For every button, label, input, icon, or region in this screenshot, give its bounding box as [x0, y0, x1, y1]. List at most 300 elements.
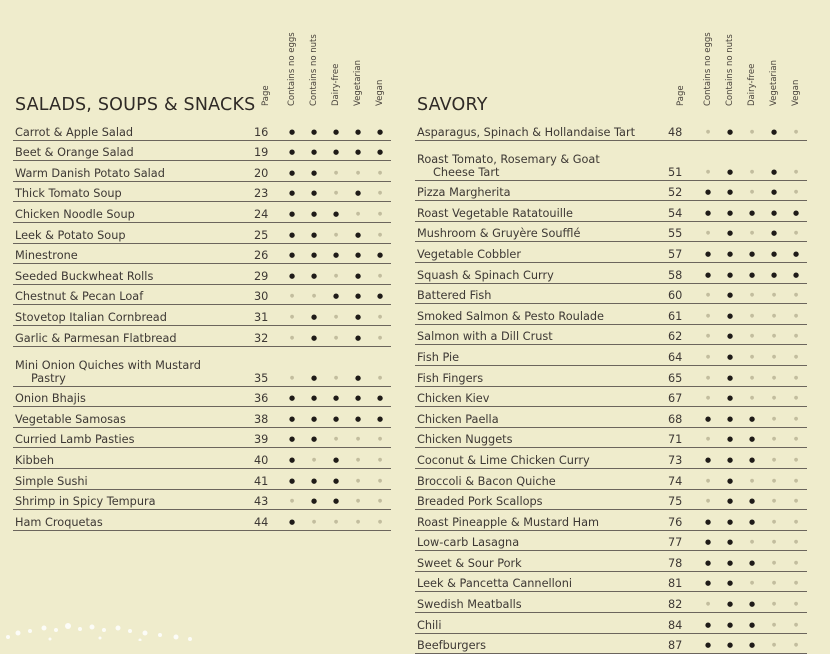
- recipe-name-line: Low-carb Lasagna: [417, 536, 520, 550]
- dot-filled-icon: ●: [303, 243, 325, 264]
- dot-filled-icon: ●: [719, 448, 741, 469]
- dot-faint-icon: ●: [281, 325, 303, 346]
- recipe-name: [13, 448, 251, 469]
- dot-filled-icon: ●: [785, 201, 807, 222]
- recipe-name: [415, 304, 665, 325]
- table-row: [13, 243, 391, 264]
- recipe-name-line: Shrimp in Spicy Tempura: [15, 495, 156, 509]
- recipe-name: [415, 633, 665, 654]
- dot-faint-icon: ●: [785, 633, 807, 654]
- dot-faint-icon: ●: [741, 571, 763, 592]
- table-row: [415, 120, 807, 140]
- table-row: [415, 283, 807, 304]
- dot-faint-icon: ●: [741, 530, 763, 551]
- dot-filled-icon: ●: [281, 407, 303, 428]
- dot-faint-icon: ●: [697, 283, 719, 304]
- recipe-name: [415, 345, 665, 366]
- page-number: 54: [665, 201, 697, 222]
- recipe-name: [415, 221, 665, 242]
- dot-filled-icon: ●: [325, 448, 347, 469]
- dot-filled-icon: ●: [785, 242, 807, 263]
- dot-filled-icon: ●: [369, 284, 391, 305]
- recipe-name-line: Vegetable Samosas: [15, 412, 126, 426]
- dot-faint-icon: ●: [785, 468, 807, 489]
- recipe-name: [13, 407, 251, 428]
- dot-filled-icon: ●: [741, 407, 763, 428]
- page-number: 75: [665, 489, 697, 510]
- column-header-contains-no-eggs: [281, 6, 303, 116]
- recipe-name: [13, 222, 251, 243]
- column-header-vegan: [369, 6, 391, 116]
- recipe-name: [13, 284, 251, 305]
- dot-filled-icon: ●: [303, 264, 325, 285]
- dot-filled-icon: ●: [741, 613, 763, 634]
- recipe-name: [13, 386, 251, 407]
- dot-filled-icon: ●: [347, 346, 369, 386]
- page-number: 64: [665, 345, 697, 366]
- recipe-name-line: Battered Fish: [417, 289, 492, 303]
- dot-faint-icon: ●: [347, 202, 369, 223]
- dot-filled-icon: ●: [697, 262, 719, 283]
- dot-filled-icon: ●: [281, 181, 303, 202]
- table-row: [13, 468, 391, 489]
- dot-faint-icon: ●: [697, 140, 719, 180]
- dot-filled-icon: ●: [741, 592, 763, 613]
- dot-faint-icon: ●: [763, 345, 785, 366]
- recipe-name: [415, 510, 665, 531]
- dot-filled-icon: ●: [741, 448, 763, 469]
- dot-faint-icon: ●: [785, 510, 807, 531]
- dot-faint-icon: ●: [369, 448, 391, 469]
- dot-filled-icon: ●: [303, 161, 325, 182]
- recipe-name-line: Mushroom & Gruyère Soufflé: [417, 227, 581, 241]
- dot-filled-icon: ●: [785, 262, 807, 283]
- page-number: 29: [251, 264, 281, 285]
- dot-faint-icon: ●: [325, 222, 347, 243]
- table-row: [415, 201, 807, 222]
- dot-filled-icon: ●: [719, 283, 741, 304]
- column-header-dairy-free: [741, 6, 763, 116]
- dot-filled-icon: ●: [281, 448, 303, 469]
- recipe-name-line: Beefburgers: [417, 639, 487, 653]
- dot-filled-icon: ●: [303, 222, 325, 243]
- dot-filled-icon: ●: [281, 386, 303, 407]
- dot-faint-icon: ●: [741, 324, 763, 345]
- dot-faint-icon: ●: [763, 448, 785, 469]
- dot-faint-icon: ●: [281, 305, 303, 326]
- page-number: 77: [665, 530, 697, 551]
- table-row: [13, 386, 391, 407]
- dot-filled-icon: ●: [325, 284, 347, 305]
- recipe-name: [415, 468, 665, 489]
- table-row: [415, 262, 807, 283]
- recipe-name: [415, 180, 665, 201]
- dot-filled-icon: ●: [719, 530, 741, 551]
- dot-filled-icon: ●: [719, 489, 741, 510]
- recipe-name: [415, 120, 665, 140]
- dot-faint-icon: ●: [697, 386, 719, 407]
- dot-faint-icon: ●: [785, 448, 807, 469]
- dot-faint-icon: ●: [347, 448, 369, 469]
- dot-filled-icon: ●: [369, 243, 391, 264]
- dot-filled-icon: ●: [719, 304, 741, 325]
- decorative-dots: [0, 611, 200, 641]
- dot-filled-icon: ●: [303, 427, 325, 448]
- dot-filled-icon: ●: [741, 427, 763, 448]
- dot-filled-icon: ●: [719, 592, 741, 613]
- dot-filled-icon: ●: [325, 468, 347, 489]
- dot-filled-icon: ●: [719, 324, 741, 345]
- dot-filled-icon: ●: [281, 243, 303, 264]
- dot-filled-icon: ●: [741, 510, 763, 531]
- dot-faint-icon: ●: [369, 489, 391, 510]
- page-number: 58: [665, 262, 697, 283]
- dot-faint-icon: ●: [785, 221, 807, 242]
- dot-faint-icon: ●: [741, 221, 763, 242]
- recipe-name-line: Vegetable Cobbler: [417, 247, 521, 261]
- recipe-name: [415, 201, 665, 222]
- recipe-name: [415, 530, 665, 551]
- page-number: 51: [665, 140, 697, 180]
- dot-filled-icon: ●: [763, 180, 785, 201]
- dot-faint-icon: ●: [697, 365, 719, 386]
- table-row: [415, 221, 807, 242]
- dot-filled-icon: ●: [347, 305, 369, 326]
- dot-filled-icon: ●: [741, 489, 763, 510]
- dot-filled-icon: ●: [719, 180, 741, 201]
- recipe-name-line: Carrot & Apple Salad: [15, 125, 134, 139]
- page-number: 67: [665, 386, 697, 407]
- recipe-name-line: Ham Croquetas: [15, 515, 103, 529]
- dot-faint-icon: ●: [785, 407, 807, 428]
- recipe-name-line: Cheese Tart: [433, 165, 500, 179]
- dot-faint-icon: ●: [763, 468, 785, 489]
- recipe-name-line: Chestnut & Pecan Loaf: [15, 290, 144, 304]
- dot-filled-icon: ●: [719, 201, 741, 222]
- recipe-name: [415, 613, 665, 634]
- recipe-table: [415, 120, 807, 654]
- dot-filled-icon: ●: [347, 325, 369, 346]
- dot-filled-icon: ●: [741, 262, 763, 283]
- dot-filled-icon: ●: [719, 551, 741, 572]
- dot-faint-icon: ●: [325, 305, 347, 326]
- recipe-name-line: Stovetop Italian Cornbread: [15, 310, 167, 324]
- dot-filled-icon: ●: [697, 407, 719, 428]
- table-row: [415, 468, 807, 489]
- recipe-name-line: Broccoli & Bacon Quiche: [417, 474, 556, 488]
- recipe-name-line: Chicken Noodle Soup: [15, 207, 135, 221]
- dot-faint-icon: ●: [763, 551, 785, 572]
- dot-faint-icon: ●: [785, 283, 807, 304]
- recipe-name-line: Squash & Spinach Curry: [417, 268, 554, 282]
- recipe-name-line: Chicken Nuggets: [417, 433, 513, 447]
- page-number: 62: [665, 324, 697, 345]
- dot-faint-icon: ●: [763, 510, 785, 531]
- dot-filled-icon: ●: [303, 407, 325, 428]
- page-number: 43: [251, 489, 281, 510]
- dot-filled-icon: ●: [281, 222, 303, 243]
- dot-faint-icon: ●: [325, 510, 347, 531]
- column-header-label: Contains no nuts: [309, 34, 319, 106]
- dot-filled-icon: ●: [325, 407, 347, 428]
- table-row: [13, 305, 391, 326]
- dot-filled-icon: ●: [325, 120, 347, 140]
- recipe-name-line: Chicken Paella: [417, 412, 499, 426]
- column-header-label: Contains no eggs: [287, 32, 297, 106]
- column-header-contains-no-nuts: [303, 6, 325, 116]
- recipe-name-line: Roast Vegetable Ratatouille: [417, 206, 573, 220]
- dot-filled-icon: ●: [697, 510, 719, 531]
- page-number: 74: [665, 468, 697, 489]
- column-header-label: Vegan: [375, 79, 385, 106]
- recipe-name-line: Roast Tomato, Rosemary & Goat: [417, 152, 600, 166]
- dot-faint-icon: ●: [303, 510, 325, 531]
- page-number: 48: [665, 120, 697, 140]
- recipe-name: [13, 325, 251, 346]
- column-header-vegan: [785, 6, 807, 116]
- dot-filled-icon: ●: [303, 325, 325, 346]
- recipe-name: [13, 243, 251, 264]
- dot-filled-icon: ●: [697, 180, 719, 201]
- column-header-dairy-free: [325, 6, 347, 116]
- dot-filled-icon: ●: [369, 407, 391, 428]
- dot-faint-icon: ●: [785, 489, 807, 510]
- page-number: 55: [665, 221, 697, 242]
- dot-filled-icon: ●: [303, 181, 325, 202]
- dot-filled-icon: ●: [303, 386, 325, 407]
- dot-faint-icon: ●: [325, 427, 347, 448]
- dot-faint-icon: ●: [347, 427, 369, 448]
- dot-filled-icon: ●: [763, 120, 785, 140]
- dot-filled-icon: ●: [347, 120, 369, 140]
- recipe-name: [13, 120, 251, 140]
- column-header-label: Page: [676, 85, 686, 106]
- table-row: [415, 345, 807, 366]
- column-header-label: Vegetarian: [769, 59, 779, 106]
- recipe-name: [13, 510, 251, 531]
- page-number: 78: [665, 551, 697, 572]
- table-row: [13, 264, 391, 285]
- recipe-name-line: Coconut & Lime Chicken Curry: [417, 453, 590, 467]
- dot-faint-icon: ●: [763, 592, 785, 613]
- recipe-name-line: Mini Onion Quiches with Mustard: [15, 358, 201, 372]
- table-row: [415, 324, 807, 345]
- dot-filled-icon: ●: [347, 140, 369, 161]
- dot-faint-icon: ●: [785, 140, 807, 180]
- dot-filled-icon: ●: [763, 262, 785, 283]
- dot-filled-icon: ●: [763, 221, 785, 242]
- dot-filled-icon: ●: [719, 345, 741, 366]
- dot-faint-icon: ●: [347, 510, 369, 531]
- column-header-label: Vegan: [791, 79, 801, 106]
- dot-filled-icon: ●: [719, 633, 741, 654]
- dot-faint-icon: ●: [697, 324, 719, 345]
- table-row: [13, 448, 391, 469]
- dot-faint-icon: ●: [741, 386, 763, 407]
- recipe-name: [415, 448, 665, 469]
- recipe-name-line: Breaded Pork Scallops: [417, 495, 543, 509]
- table-row: [13, 427, 391, 448]
- recipe-name: [13, 346, 251, 386]
- dot-faint-icon: ●: [763, 571, 785, 592]
- dot-faint-icon: ●: [741, 345, 763, 366]
- recipe-name-line: Warm Danish Potato Salad: [15, 166, 165, 180]
- dot-faint-icon: ●: [763, 530, 785, 551]
- section-title: SALADS, SOUPS & SNACKS: [15, 95, 256, 115]
- table-row: [13, 202, 391, 223]
- dot-faint-icon: ●: [785, 386, 807, 407]
- dot-faint-icon: ●: [741, 140, 763, 180]
- dot-filled-icon: ●: [719, 242, 741, 263]
- table-row: [415, 304, 807, 325]
- dot-faint-icon: ●: [785, 365, 807, 386]
- column-header-label: Dairy-free: [331, 63, 341, 106]
- dot-filled-icon: ●: [697, 448, 719, 469]
- recipe-name-line: Pizza Margherita: [417, 186, 511, 200]
- table-row: [13, 489, 391, 510]
- page-number: 87: [665, 633, 697, 654]
- dot-filled-icon: ●: [697, 551, 719, 572]
- page-number: 41: [251, 468, 281, 489]
- dot-filled-icon: ●: [719, 120, 741, 140]
- dot-faint-icon: ●: [763, 489, 785, 510]
- page-number: 31: [251, 305, 281, 326]
- dot-filled-icon: ●: [719, 365, 741, 386]
- page-number: 30: [251, 284, 281, 305]
- column-header-contains-no-eggs: [697, 6, 719, 116]
- dot-faint-icon: ●: [369, 264, 391, 285]
- recipe-name: [13, 489, 251, 510]
- dot-filled-icon: ●: [697, 613, 719, 634]
- table-row: [415, 242, 807, 263]
- dot-faint-icon: ●: [785, 613, 807, 634]
- column-header-label: Page: [261, 85, 271, 106]
- dot-filled-icon: ●: [369, 140, 391, 161]
- dot-filled-icon: ●: [719, 221, 741, 242]
- page-number: 38: [251, 407, 281, 428]
- page-number: 71: [665, 427, 697, 448]
- recipe-name-line: Chicken Kiev: [417, 392, 490, 406]
- recipe-name-line: Seeded Buckwheat Rolls: [15, 269, 154, 283]
- dot-filled-icon: ●: [741, 551, 763, 572]
- dot-filled-icon: ●: [325, 386, 347, 407]
- column-header-page: [251, 6, 281, 116]
- dot-filled-icon: ●: [719, 510, 741, 531]
- dot-faint-icon: ●: [785, 180, 807, 201]
- dot-faint-icon: ●: [369, 325, 391, 346]
- dot-filled-icon: ●: [347, 407, 369, 428]
- dot-faint-icon: ●: [369, 305, 391, 326]
- table-row: [13, 510, 391, 531]
- recipe-name-line: Garlic & Parmesan Flatbread: [15, 331, 177, 345]
- page-number: 81: [665, 571, 697, 592]
- dot-faint-icon: ●: [785, 530, 807, 551]
- recipe-name-line: Leek & Potato Soup: [15, 228, 126, 242]
- dot-faint-icon: ●: [741, 180, 763, 201]
- table-row: [415, 633, 807, 654]
- column-header-label: Dairy-free: [747, 63, 757, 106]
- dot-filled-icon: ●: [697, 201, 719, 222]
- page-number: 36: [251, 386, 281, 407]
- dot-faint-icon: ●: [785, 571, 807, 592]
- page-number: 39: [251, 427, 281, 448]
- dot-filled-icon: ●: [697, 571, 719, 592]
- recipe-name: [415, 140, 665, 180]
- recipe-name-line: Roast Pineapple & Mustard Ham: [417, 515, 600, 529]
- page-number: 23: [251, 181, 281, 202]
- dot-faint-icon: ●: [281, 489, 303, 510]
- dot-filled-icon: ●: [697, 242, 719, 263]
- recipe-name: [13, 305, 251, 326]
- table-row: [415, 180, 807, 201]
- dot-filled-icon: ●: [303, 140, 325, 161]
- page-number: 40: [251, 448, 281, 469]
- recipe-name-line: Chili: [417, 618, 442, 632]
- recipe-name: [13, 161, 251, 182]
- recipe-name: [415, 407, 665, 428]
- dot-faint-icon: ●: [785, 427, 807, 448]
- section-title: SAVORY: [417, 95, 488, 115]
- column-header-label: Contains no eggs: [703, 32, 713, 106]
- dot-filled-icon: ●: [347, 264, 369, 285]
- dot-faint-icon: ●: [763, 324, 785, 345]
- dot-faint-icon: ●: [763, 304, 785, 325]
- column-header-label: Contains no nuts: [725, 34, 735, 106]
- table-row: [13, 407, 391, 428]
- recipe-table: [13, 120, 391, 531]
- dot-faint-icon: ●: [369, 510, 391, 531]
- recipe-name: [415, 365, 665, 386]
- dot-faint-icon: ●: [697, 468, 719, 489]
- dot-filled-icon: ●: [303, 489, 325, 510]
- dot-filled-icon: ●: [763, 201, 785, 222]
- section-header: [415, 0, 810, 120]
- page-number: 35: [251, 346, 281, 386]
- table-row: [13, 140, 391, 161]
- recipe-name-line: Kibbeh: [15, 453, 54, 467]
- dot-filled-icon: ●: [741, 633, 763, 654]
- dot-faint-icon: ●: [697, 120, 719, 140]
- table-row: [415, 140, 807, 180]
- dot-filled-icon: ●: [719, 427, 741, 448]
- recipe-name-line: Swedish Meatballs: [417, 598, 522, 612]
- recipe-name: [13, 264, 251, 285]
- dot-faint-icon: ●: [325, 346, 347, 386]
- table-row: [13, 120, 391, 140]
- page-number: 73: [665, 448, 697, 469]
- dot-faint-icon: ●: [369, 468, 391, 489]
- dot-faint-icon: ●: [369, 222, 391, 243]
- recipe-name: [415, 551, 665, 572]
- dot-filled-icon: ●: [347, 222, 369, 243]
- dot-faint-icon: ●: [785, 304, 807, 325]
- dot-filled-icon: ●: [303, 202, 325, 223]
- dot-filled-icon: ●: [741, 242, 763, 263]
- dot-faint-icon: ●: [697, 345, 719, 366]
- recipe-name: [415, 427, 665, 448]
- page-number: 82: [665, 592, 697, 613]
- dot-faint-icon: ●: [763, 407, 785, 428]
- dot-filled-icon: ●: [281, 120, 303, 140]
- dot-faint-icon: ●: [741, 365, 763, 386]
- recipe-name-line: Leek & Pancetta Cannelloni: [417, 577, 573, 591]
- recipe-name: [415, 489, 665, 510]
- column-header-vegetarian: [763, 6, 785, 116]
- dot-faint-icon: ●: [785, 324, 807, 345]
- recipe-name-line: Curried Lamb Pasties: [15, 433, 135, 447]
- page-number: 25: [251, 222, 281, 243]
- dot-filled-icon: ●: [347, 243, 369, 264]
